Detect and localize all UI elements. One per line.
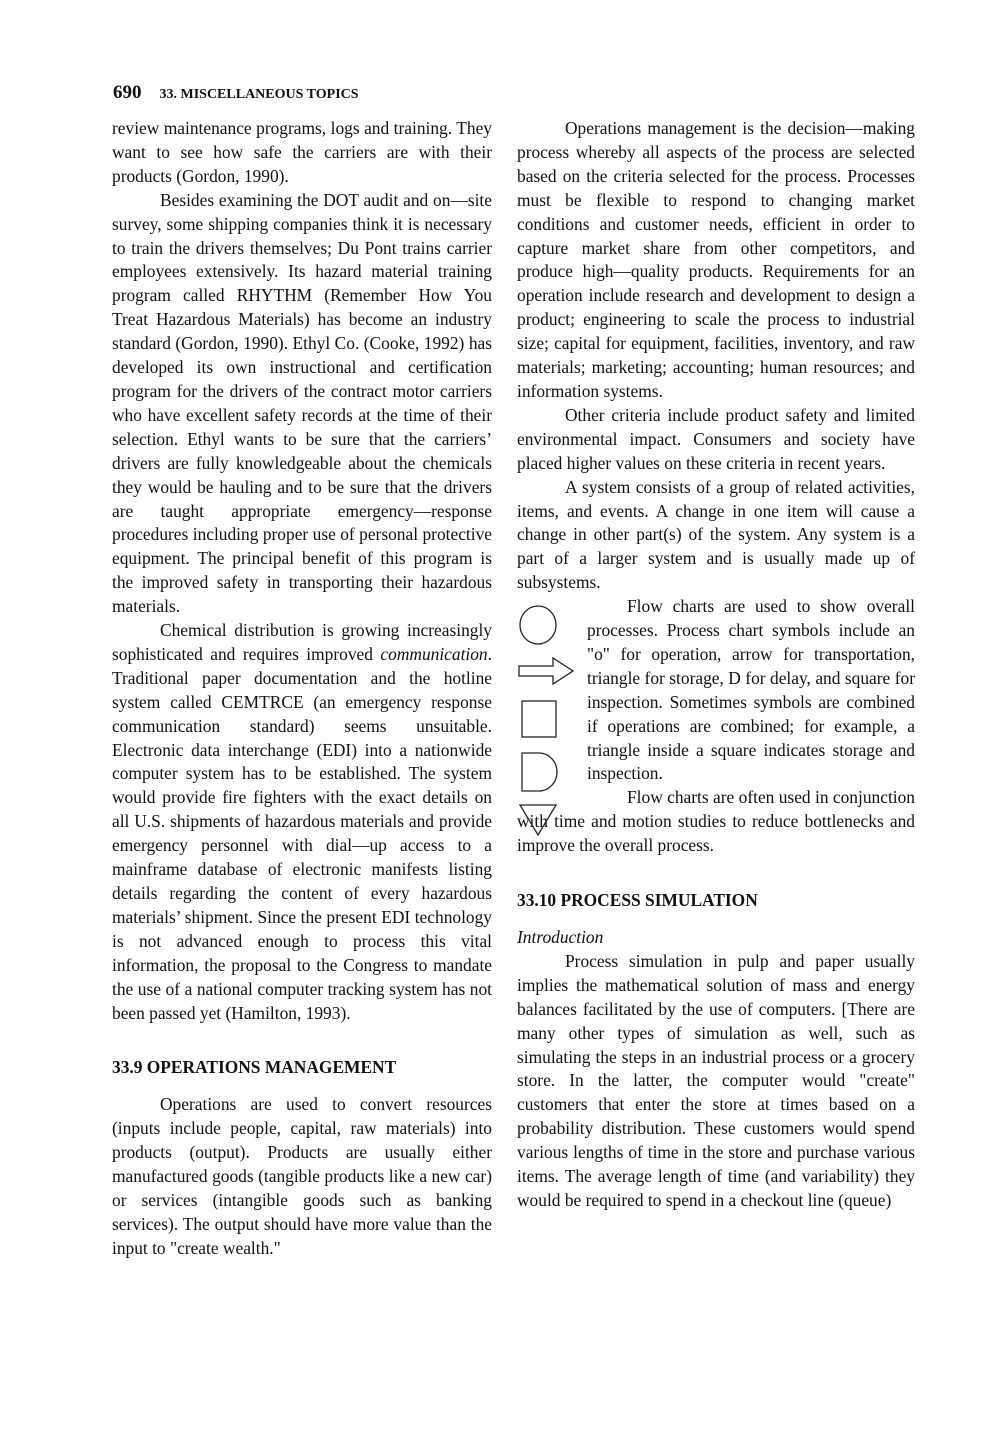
emphasis: communication (380, 643, 488, 664)
text-run: Chemical distribution is growing increasingly sophisticated and requires improved (112, 620, 492, 664)
paragraph (112, 619, 492, 1025)
page-number: 690 (113, 82, 142, 103)
operation-circle-icon (517, 601, 577, 651)
paragraph: Process simulation in pulp and paper usually implies the mathematical solution of mass and energy balances facilitated by the use of computers. [There are many other types of simulation as well, such as simulating the steps in an industrial process or a grocery store. In the latter, the computer would "create" customers that enter the store at times based on a probability distribution. These customers would spend various lengths of time in the store and purchase various items. The average length of time (and variability) they would be required to spend in a checkout line (queue) (517, 950, 915, 1210)
subheading: Introduction (517, 927, 604, 947)
delay-d-icon (517, 745, 577, 801)
paragraph: Flow charts are used to show overall processes. Process chart symbols include an "o" for operation, arrow for transportation, triangle for storage, D for delay, and square for inspection. Sometimes symbols are combined if operations are combined; for example, a triangle inside a square indicates storage and inspection. (587, 596, 915, 784)
text-run: . Traditional paper documentation and the hotline system called CEMTRCE (an emergency response communication standard) seems unsuitable. Electronic data interchange (EDI) into a nationwide computer system has to be established. The system would provide fire fighters with the exact details on all U.S. shipments of hazardous materials and provide emergency personnel with dial—up access to a mainframe database of electronic manifests listing details regarding the content of every hazardous materials’ shipment. Since the present EDI technology is not advanced enough to process this vital information, the proposal to the Congress to mandate the use of a national computer tracking system has not been passed yet (Hamilton, 1993). (112, 643, 492, 1023)
left-column (112, 117, 492, 1261)
process-chart-symbols (517, 601, 587, 841)
chapter-title: 33. MISCELLANEOUS TOPICS (159, 87, 359, 102)
section-heading: 33.9 OPERATIONS MANAGEMENT (112, 1057, 397, 1078)
paragraph: Flow charts are often used in conjunction with time and motion studies to reduce bottlenecks and improve the overall process. (517, 787, 915, 856)
paragraph: A system consists of a group of related activities, items, and events. A change in one item will cause a change in other part(s) of the system. Any system is a part of a larger system and is usually made up of subsystems. (517, 476, 915, 593)
paragraph: Besides examining the DOT audit and on—site survey, some shipping companies think it is necessary to train the drivers themselves; Du Pont trains carrier employees extensively. Its hazard material training program called RHYTHM (Remember How You Treat Hazardous Materials) has become an industry standard (Gordon, 1990). Ethyl Co. (Cooke, 1992) has developed its own instructional and certification program for the drivers of the contract motor carriers who have excellent safety records at the time of their selection. Ethyl wants to be sure that the carriers’ drivers are fully knowledgeable about the chemicals they would be hauling and to be sure that the drivers are taught appropriate emergency—response procedures including proper use of personal protective equipment. The principal benefit of this program is the improved safety in transporting their hazardous materials. (112, 189, 492, 617)
paragraph: Operations are used to convert resources (inputs include people, capital, raw materials) into products (output). Products are usually either manufactured goods (tangible products like a new car) or services (intangible goods such as banking services). The output should have more value than the input to "create wealth." (112, 1094, 492, 1258)
paragraph: Operations management is the decision—making process whereby all aspects of the process are selected based on the criteria selected for the process. Processes must be flexible to respond to changing market conditions and customer needs, efficient in order to capture market share from other competitors, and produce high—quality products. Requirements for an operation include research and development to design a product; engineering to scale the process to industrial size; capital for equipment, facilities, inventory, and raw materials; marketing; accounting; human resources; and information systems. (517, 118, 915, 401)
transportation-arrow-icon (517, 651, 577, 693)
flow-chart-block (517, 595, 915, 858)
running-head (113, 82, 359, 104)
inspection-square-icon (517, 693, 577, 745)
section-heading: 33.10 PROCESS SIMULATION (517, 890, 758, 911)
right-column (517, 117, 915, 1213)
storage-triangle-icon (517, 801, 577, 841)
paragraph: Other criteria include product safety and limited environmental impact. Consumers and society have placed higher values on these criteria in recent years. (517, 404, 915, 473)
paragraph: review maintenance programs, logs and training. They want to see how safe the carriers are with their products (Gordon, 1990). (112, 118, 492, 186)
